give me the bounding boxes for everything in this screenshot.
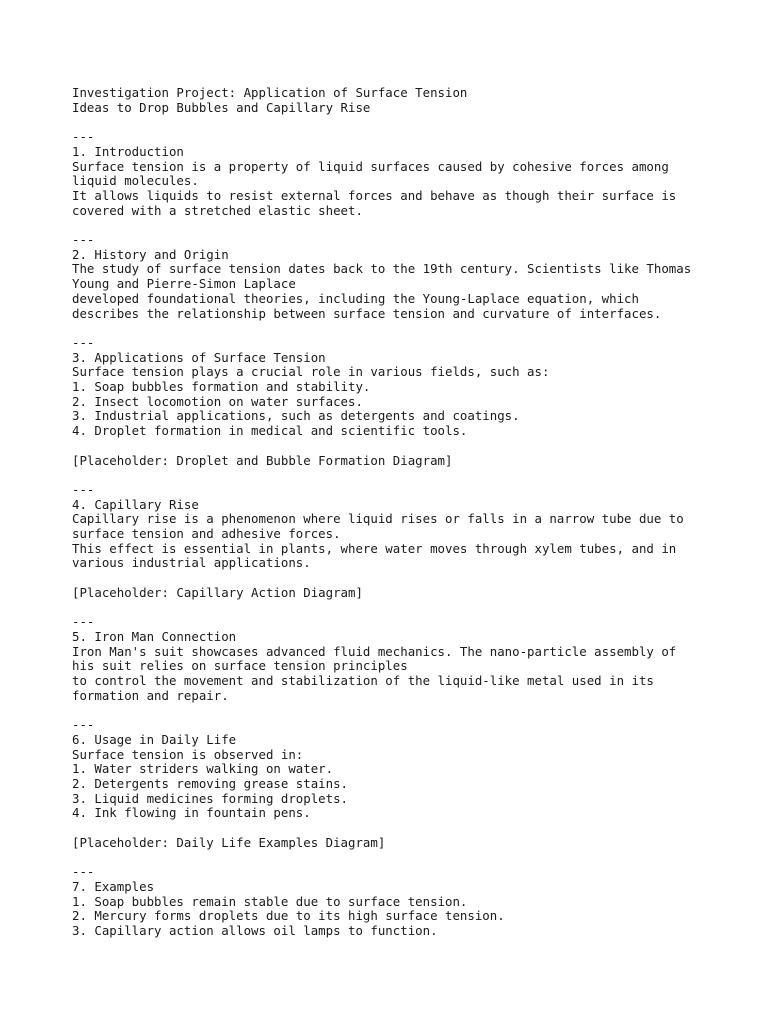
body-line: 2. Insect locomotion on water surfaces.	[72, 393, 363, 409]
section-separator: ---	[72, 614, 95, 630]
body-line: Surface tension is a property of liquid surfaces caused by cohesive forces among	[72, 158, 669, 174]
spacer	[72, 601, 732, 616]
section-6	[72, 703, 732, 850]
diagram-placeholder: [Placeholder: Droplet and Bubble Formation Diagram]	[72, 452, 453, 468]
spacer	[72, 821, 732, 836]
spacer	[72, 468, 732, 483]
section-7	[72, 850, 732, 938]
body-line: liquid molecules.	[72, 173, 199, 189]
document-page	[72, 86, 732, 939]
body-line: 1. Water striders walking on water.	[72, 761, 334, 777]
body-line: This effect is essential in plants, where water moves through xylem tubes, and in	[72, 540, 677, 556]
section-heading: 6. Usage in Daily Life	[72, 731, 237, 747]
body-line: Capillary rise is a phenomenon where liquid rises or falls in a narrow tube due to	[72, 511, 684, 527]
title-line: Investigation Project: Application of Surface Tension	[72, 85, 468, 100]
body-line: The study of surface tension dates back to the 19th century. Scientists like Thomas	[72, 261, 692, 277]
body-line: 4. Droplet formation in medical and scientific tools.	[72, 423, 468, 439]
section-separator: ---	[72, 717, 95, 733]
body-line: Iron Man's suit showcases advanced fluid mechanics. The nano-particle assembly of	[72, 643, 677, 659]
body-line: surface tension and adhesive forces.	[72, 526, 341, 542]
section-separator: ---	[72, 481, 95, 497]
section-heading: 7. Examples	[72, 878, 155, 894]
section-heading: 3. Applications of Surface Tension	[72, 349, 326, 365]
body-line: his suit relies on surface tension principles	[72, 658, 408, 674]
section-separator: ---	[72, 232, 95, 247]
body-line: 1. Soap bubbles remain stable due to surface tension.	[72, 893, 468, 909]
body-line: 4. Ink flowing in fountain pens.	[72, 805, 311, 821]
diagram-placeholder: [Placeholder: Capillary Action Diagram]	[72, 584, 363, 600]
body-line: to control the movement and stabilization of the liquid-like metal used in its	[72, 673, 654, 689]
section-separator: ---	[72, 334, 95, 350]
body-line: 2. Mercury forms droplets due to its high surface tension.	[72, 908, 505, 924]
body-line: Young and Pierre-Simon Laplace	[72, 276, 296, 292]
spacer	[72, 571, 732, 586]
section-heading: 5. Iron Man Connection	[72, 628, 237, 644]
section-heading: 2. History and Origin	[72, 246, 229, 262]
diagram-placeholder: [Placeholder: Daily Life Examples Diagram]	[72, 834, 386, 850]
body-line: covered with a stretched elastic sheet.	[72, 202, 363, 218]
body-line: It allows liquids to resist external forces and behave as though their surface is	[72, 187, 677, 203]
spacer	[72, 850, 732, 865]
title-line: Ideas to Drop Bubbles and Capillary Rise	[72, 99, 371, 115]
section-4	[72, 468, 732, 600]
body-line: various industrial applications.	[72, 555, 311, 571]
spacer	[72, 218, 732, 233]
section-5	[72, 601, 732, 704]
body-line: 3. Capillary action allows oil lamps to function.	[72, 922, 438, 938]
section-heading: 4. Capillary Rise	[72, 496, 199, 512]
section-3	[72, 321, 732, 468]
document-body	[72, 115, 732, 938]
spacer	[72, 321, 732, 336]
section-heading: 1. Introduction	[72, 143, 184, 159]
body-line: formation and repair.	[72, 687, 229, 703]
body-line: developed foundational theories, including the Young-Laplace equation, which	[72, 290, 639, 306]
spacer	[72, 439, 732, 454]
document-title	[72, 86, 732, 115]
spacer	[72, 703, 732, 718]
body-line: describes the relationship between surface tension and curvature of interfaces.	[72, 305, 662, 321]
body-line: Surface tension plays a crucial role in various fields, such as:	[72, 364, 550, 380]
section-separator: ---	[72, 864, 95, 880]
spacer	[72, 115, 732, 130]
body-line: 2. Detergents removing grease stains.	[72, 775, 349, 791]
body-line: Surface tension is observed in:	[72, 746, 304, 762]
section-separator: ---	[72, 129, 95, 145]
body-line: 3. Industrial applications, such as detergents and coatings.	[72, 408, 520, 424]
body-line: 3. Liquid medicines forming droplets.	[72, 790, 349, 806]
section-1	[72, 115, 732, 218]
section-2	[72, 218, 732, 321]
body-line: 1. Soap bubbles formation and stability.	[72, 379, 371, 395]
